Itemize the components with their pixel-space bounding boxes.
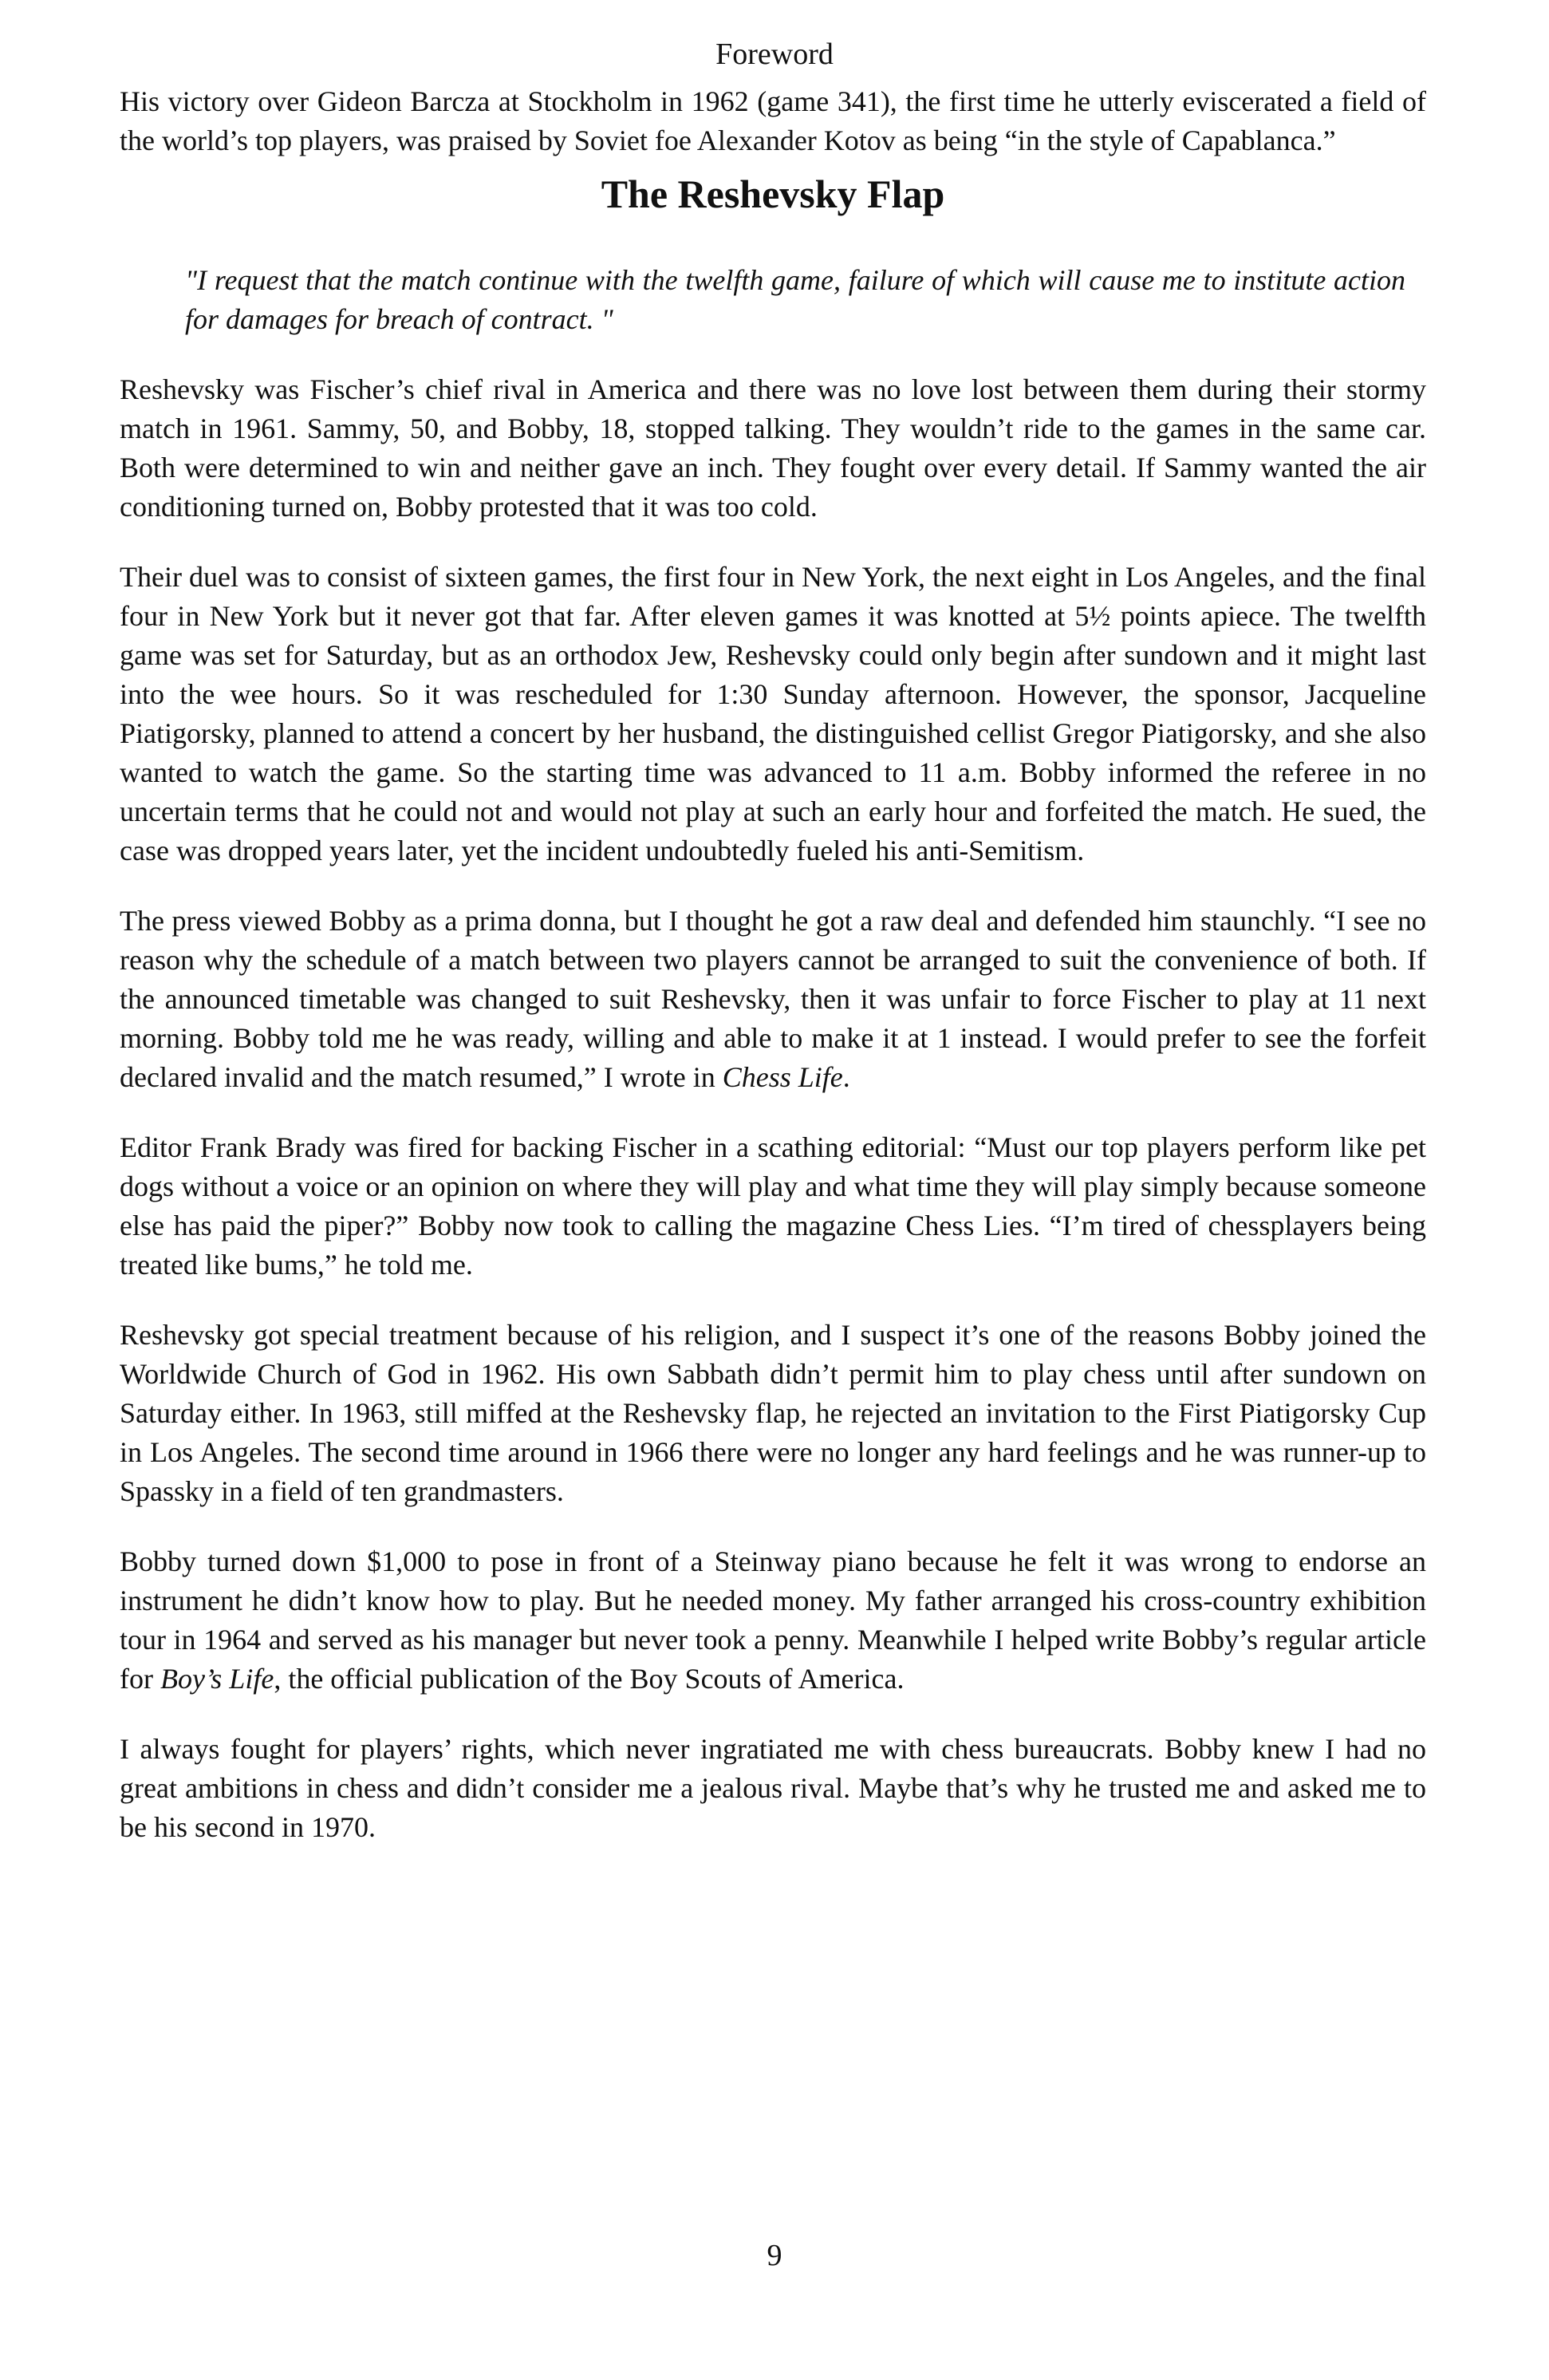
paragraph-press-defense xyxy=(120,902,1426,1097)
paragraph-players-rights: I always fought for players’ rights, which never ingratiated me with chess bureaucrats. Bobby knew I had no great ambitions in chess and didn’t consider me a jealous rival. Maybe that’s why he trusted me and asked me to be his second in 1970. xyxy=(120,1733,1426,1843)
page-body xyxy=(120,82,1426,1878)
paragraph-religion: Reshevsky got special treatment because of his religion, and I suspect it’s one of the reasons Bobby joined the Worldwide Church of God in 1962. His own Sabbath didn’t permit him to play chess until after sundown on Saturday either. In 1963, still miffed at the Reshevsky flap, he rejected an invitation to the First Piatigorsky Cup in Los Angeles. The second time around in 1966 there were no longer any hard feelings and he was runner-up to Spassky in a field of ten grandmasters. xyxy=(120,1319,1426,1507)
magazine-title: Chess Life xyxy=(722,1061,843,1093)
paragraph-steinway xyxy=(120,1542,1426,1699)
paragraph-text: The press viewed Bobby as a prima donna, but I thought he got a raw deal and defended him staunchly. “I see no reason why the schedule of a match between two players cannot be arranged to suit the convenience of both. If the announced timetable was changed to suit Reshevsky, then it was unfair to force Fischer to play at 11 next morning. Bobby told me he was ready, willing and able to make it at 1 instead. I would prefer to see the forfeit declared invalid and the match resumed,” I wrote in xyxy=(120,905,1426,1093)
paragraph-match-schedule: Their duel was to consist of sixteen games, the first four in New York, the next eight in Los Angeles, and the final four in New York but it never got that far. After eleven games it was knotted at 5½ points apiece. The twelfth game was set for Saturday, but as an orthodox Jew, Reshevsky could only begin after sundown and it might last into the wee hours. So it was rescheduled for 1:30 Sunday afternoon. However, the sponsor, Jacqueline Piatigorsky, planned to attend a concert by her husband, the distinguished cellist Gregor Piatigorsky, and she also wanted to watch the game. So the starting time was advanced to 11 a.m. Bobby informed the referee in no uncertain terms that he could not and would not play at such an early hour and forfeited the match. He sued, the case was dropped years later, yet the incident undoubtedly fueled his anti-Semitism. xyxy=(120,561,1426,866)
epigraph-quote: "I request that the match continue with the twelfth game, failure of which will cause me to institute action for damages for breach of contract. " xyxy=(185,264,1405,335)
page-number: 9 xyxy=(767,2239,782,2272)
paragraph-editorial: Editor Frank Brady was fired for backing Fischer in a scathing editorial: “Must our top players perform like pet dogs without a voice or an opinion on where they will play and what time they will play simply because someone else has paid the piper?” Bobby now took to calling the magazine Chess Lies. “I’m tired of chessplayers being treated like bums,” he told me. xyxy=(120,1131,1426,1281)
paragraph-text-end: , the official publication of the Boy Scouts of America. xyxy=(274,1663,905,1695)
section-heading: The Reshevsky Flap xyxy=(601,172,945,216)
paragraph-rivalry: Reshevsky was Fischer’s chief rival in America and there was no love lost between them during their stormy match in 1961. Sammy, 50, and Bobby, 18, stopped talking. They wouldn’t ride to the games in the same car. Both were determined to win and neither gave an inch. They fought over every detail. If Sammy wanted the air conditioning turned on, Bobby protested that it was too cold. xyxy=(120,373,1426,523)
paragraph-text-end: . xyxy=(842,1061,850,1093)
running-head: Foreword xyxy=(715,37,834,71)
paragraph-text: Bobby turned down $1,000 to pose in front of a Steinway piano because he felt it was wrong to endorse an instrument he didn’t know how to play. But he needed money. My father arranged his cross-country exhibition tour in 1964 and served as his manager but never took a penny. Meanwhile I helped write Bobby’s regular article for xyxy=(120,1545,1426,1695)
intro-paragraph: His victory over Gideon Barcza at Stockholm in 1962 (game 341), the first time he utterly eviscerated a field of the world’s top players, was praised by Soviet foe Alexander Kotov as being “in the style of Capablanca.” xyxy=(120,85,1426,156)
magazine-title: Boy’s Life xyxy=(160,1663,274,1695)
